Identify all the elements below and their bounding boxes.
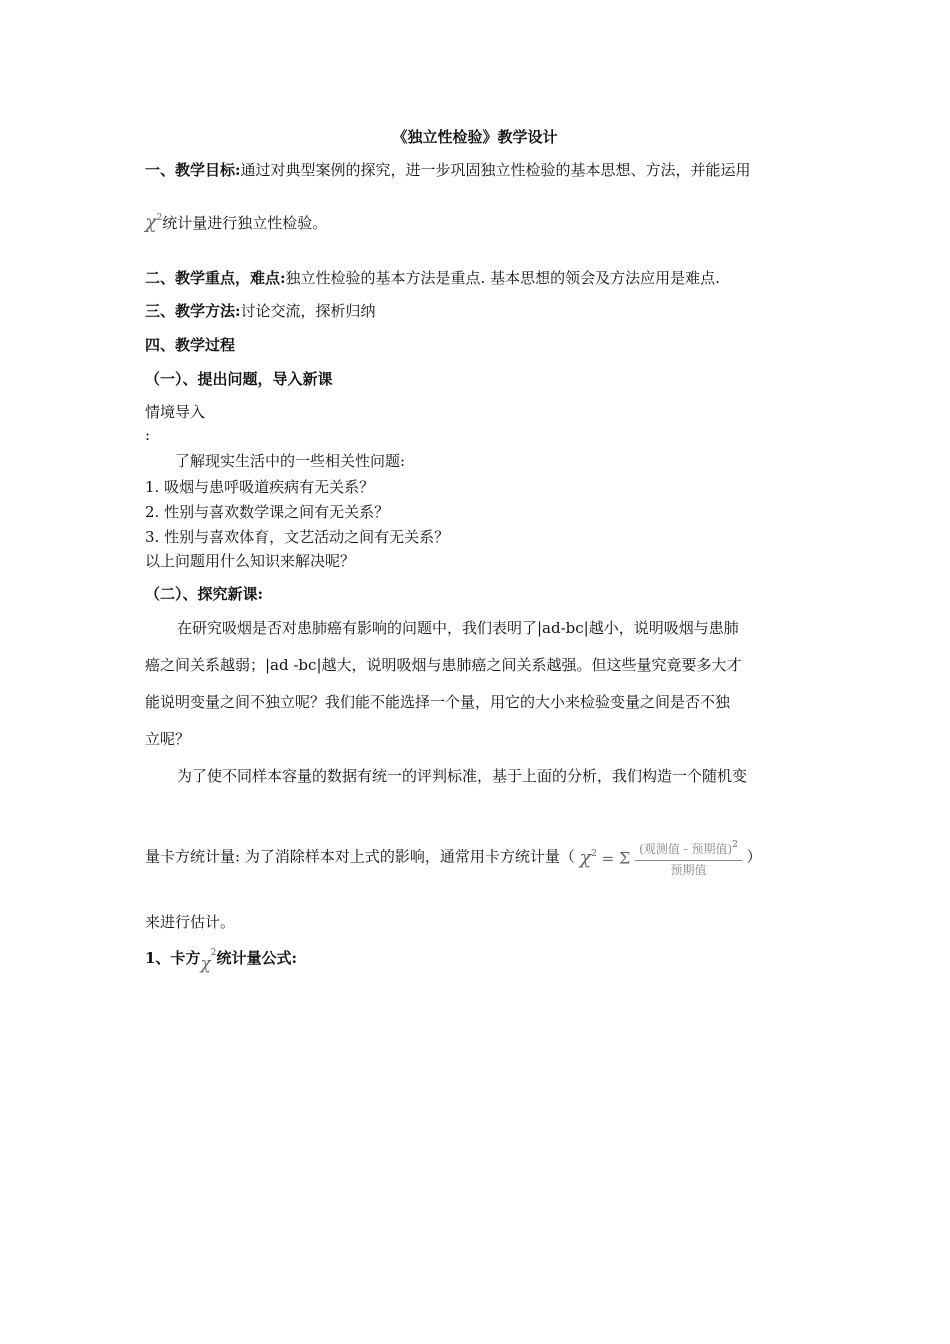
paragraph-line: 在研究吸烟是否对患肺癌有影响的问题中，我们表明了|ad-bc|越小，说明吸烟与患肺	[177, 619, 739, 637]
formula-trail-text: ）	[746, 847, 762, 866]
chi-square-formula	[580, 840, 742, 879]
paragraph-line: 立呢？	[145, 730, 191, 748]
paragraph-line: 能说明变量之间不独立呢？我们能不能选择一个量，用它的大小来检验变量之间是否不独	[145, 693, 731, 711]
numerator-sup: 2	[732, 840, 738, 850]
methods-label: 三、教学方法:	[145, 302, 241, 320]
paragraph-line: 为了使不同样本容量的数据有统一的评判标准，基于上面的分析，我们构造一个随机变	[177, 767, 748, 785]
objectives-continuation	[145, 212, 327, 236]
paragraph-line: 来进行估计。	[145, 913, 236, 931]
numerator-text: (观测值 - 预期值)	[639, 842, 733, 856]
formula-sigma: Σ	[619, 848, 631, 868]
list-item: 3. 性别与喜欢体育，文艺活动之间有无关系？	[145, 528, 450, 546]
formula-chi: χ	[579, 846, 592, 869]
section1-colon: :	[145, 426, 151, 444]
list-item: 1. 吸烟与患呼吸道疾病有无关系？	[145, 478, 375, 496]
chi-symbol: χ	[145, 211, 157, 233]
formula-heading-before: 1、卡方	[145, 949, 201, 967]
formula-lead-text: 量卡方统计量: 为了消除样本对上式的影响，通常用卡方统计量（	[145, 847, 575, 866]
section1-question: 以上问题用什么知识来解决呢？	[145, 552, 356, 570]
formula-numerator	[635, 840, 742, 861]
formula-chi-sup: 2	[591, 848, 597, 859]
methods-text: 讨论交流，探析归纳	[240, 302, 376, 320]
methods-line	[145, 301, 376, 321]
objectives-label: 一、教学目标:	[145, 161, 241, 179]
process-heading: 四、教学过程	[145, 336, 236, 354]
focus-text: 独立性检验的基本方法是重点. 基本思想的领会及方法应用是难点.	[285, 269, 720, 287]
focus-label: 二、教学重点，难点:	[145, 269, 286, 287]
document-title: 《独立性检验》教学设计	[392, 128, 558, 146]
section2-heading: （二）、探究新课:	[145, 585, 264, 603]
chi-superscript: 2	[156, 213, 163, 223]
formula-fraction	[635, 840, 742, 879]
formula-heading-after: 统计量公式:	[216, 949, 298, 967]
formula-heading	[145, 948, 298, 974]
section1-heading: （一）、提出问题，导入新课	[145, 370, 333, 388]
formula-denominator: 预期值	[670, 863, 707, 877]
formula-heading-chi: χ	[200, 954, 211, 974]
section1-lead: 了解现实生活中的一些相关性问题:	[175, 452, 406, 470]
objectives-line	[145, 160, 751, 180]
section1-intro: 情境导入	[145, 403, 206, 421]
formula-line	[145, 838, 762, 877]
formula-equals: =	[601, 849, 615, 868]
focus-line	[145, 268, 720, 288]
list-item: 2. 性别与喜欢数学课之间有无关系？	[145, 503, 390, 521]
paragraph-line: 癌之间关系越弱；|ad -bc|越大，说明吸烟与患肺癌之间关系越强。但这些量究竟要多大才	[145, 656, 742, 674]
formula-heading-sup: 2	[210, 948, 217, 958]
objectives-continuation-text: 统计量进行独立性检验。	[162, 214, 328, 232]
objectives-text: 通过对典型案例的探究，进一步巩固独立性检验的基本思想、方法，并能运用	[240, 161, 751, 179]
